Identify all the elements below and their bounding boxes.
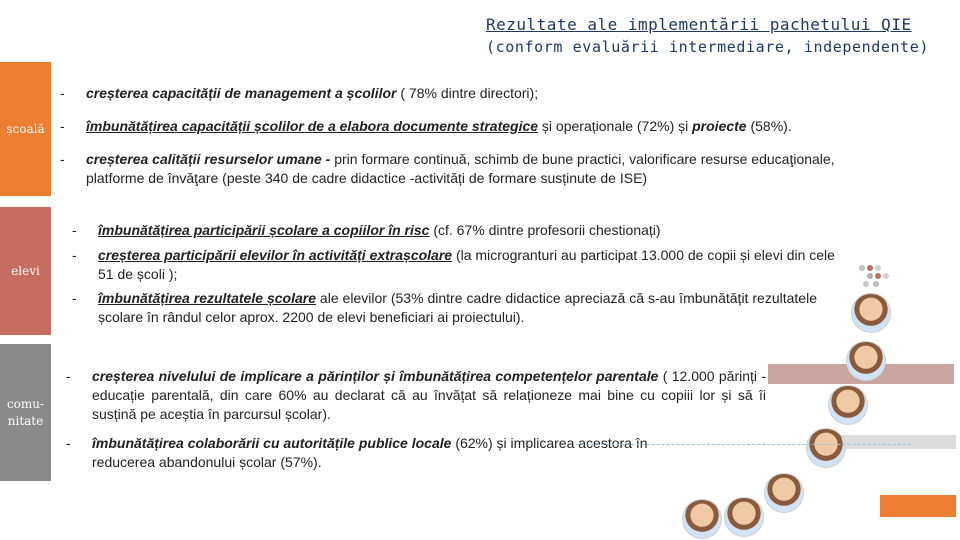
sidebar-block-comunitate [0, 344, 51, 481]
scoala-item-3 [60, 150, 870, 188]
stair-bar [880, 495, 956, 517]
scoala-item-2-mid: și operaționale (72%) și [538, 118, 693, 134]
sidebar-label-elevi: elevi [11, 263, 40, 278]
bullet-dash: - [60, 151, 65, 167]
bullet-dash: - [72, 290, 77, 306]
scoala-item-2-bold2: proiecte [692, 118, 747, 134]
elevi-item-2 [72, 246, 842, 284]
scoala-item-2-rest: (58%). [746, 118, 792, 134]
sidebar-label-comunitate-1: comu- [6, 396, 45, 411]
child-photo-icon [851, 293, 891, 333]
sidebar-label-comunitate [7, 396, 44, 430]
bullet-dash: - [60, 118, 65, 134]
child-photo-icon [846, 341, 886, 381]
child-photo-icon [682, 499, 722, 539]
elevi-item-1 [72, 221, 762, 240]
scoala-item-2-bold: îmbunătățirea capacității școlilor de a elabora documente strategice [86, 118, 539, 134]
comunitate-item-1-bold: creșterea nivelului de implicare a părinților și îmbunătățirea competențelor parentale [92, 368, 659, 384]
child-photo-icon [724, 497, 764, 537]
scoala-item-1-bold: creșterea capacității de management a școlilor [86, 85, 397, 101]
bullet-dash: - [66, 435, 71, 451]
decor-line [576, 444, 911, 445]
elevi-item-2-bold: creșterea participării elevilor în activități extrașcolare [98, 247, 453, 263]
sidebar-label-comunitate-2: nitate [7, 413, 44, 428]
comunitate-item-1 [66, 367, 766, 424]
elevi-item-3 [72, 289, 817, 327]
child-photo-icon [828, 385, 868, 425]
bullet-dash: - [60, 85, 65, 101]
elevi-item-1-bold: îmbunătățirea participării școlare a copiilor în risc [98, 222, 430, 238]
scoala-item-1 [60, 84, 900, 103]
comunitate-item-2-bold: îmbunătățirea colaborării cu autoritățile publice locale [92, 435, 452, 451]
elevi-item-3-rest: ale elevilor (53% dintre cadre didactice apreciază că s-au îmbunătățit rezultatele școlare în rândul celor aprox. 2200 de elevi beneficiari ai proiectului). [98, 290, 817, 325]
page-title: Rezultate ale implementării pachetului QIE [486, 15, 912, 34]
scoala-item-3-rest: prin formare continuă, schimb de bune practici, valorificare resurse educaţionale, platforme de învăţare (peste 340 de cadre didactice -activități de formare susținute de ISE) [86, 151, 835, 186]
elevi-item-3-bold: îmbunătățirea rezultatele școlare [98, 290, 316, 306]
page-subtitle: (conform evaluării intermediare, independente) [486, 38, 930, 56]
comunitate-item-2 [66, 434, 666, 472]
scoala-item-1-rest: ( 78% dintre directori); [396, 85, 539, 101]
sidebar-block-scoala [0, 62, 51, 196]
dots-pattern-icon [858, 262, 890, 290]
bullet-dash: - [72, 222, 77, 238]
stair-bar [830, 435, 956, 449]
scoala-item-2 [60, 117, 920, 136]
elevi-item-2-rest: (la microgranturi au participat 13.000 de copii și elevi din cele 51 de școli ); [98, 247, 835, 282]
comunitate-item-1-rest: ( 12.000 părinți - educație parentală, din care 60% au declarat că au învățat să relaționeze mai bine cu copiii lor și să îi susțină pe aceștia în parcursul școlar). [92, 368, 766, 422]
comunitate-item-2-rest: (62%) și implicarea acestora în reducerea abandonului școlar (57%). [92, 435, 648, 470]
scoala-item-3-bold: creșterea calității resurselor umane - [86, 151, 331, 167]
child-photo-icon [806, 428, 846, 468]
sidebar-block-elevi [0, 207, 51, 335]
bullet-dash: - [72, 247, 77, 263]
child-photo-icon [764, 473, 804, 513]
elevi-item-1-rest: (cf. 67% dintre profesorii chestionați) [429, 222, 661, 238]
sidebar-label-scoala: școală [6, 121, 45, 136]
bullet-dash: - [66, 368, 71, 384]
